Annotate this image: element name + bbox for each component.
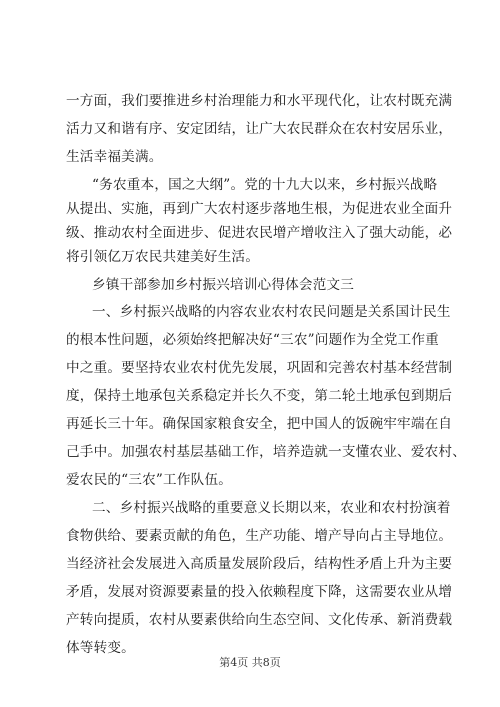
text-line: 二、乡村振兴战略的重要意义长期以来，农业和农村扮演着 [92,500,451,516]
text-line: 体等转变。 [66,640,135,656]
section-heading: 乡镇干部参加乡村振兴培训心得体会范文三 [92,277,355,293]
text-line: 级、推动农村全面进步、促进农民增产增收注入了强大动能，必 [66,225,453,241]
text-line: 再延长三十年。确保国家粮食安全，把中国人的饭碗牢牢端在自 [66,416,453,432]
text-line: 的根本性问题，必须始终把解决好“三农”问题作为全党工作重 [66,332,439,348]
page-number-footer: 第4页 共8页 [219,656,281,669]
text-line: 生活幸福美满。 [66,149,163,165]
text-line: “务农重本，国之大纲”。党的十九大以来，乡村振兴战略 [92,177,438,193]
text-line: 产转向提质，农村从要素供给向生态空间、文化传承、新消费载 [66,612,453,628]
text-line: 中之重。要坚持农业农村优先发展，巩固和完善农村基本经营制 [66,360,453,376]
text-line: 一、乡村振兴战略的内容农业农村农民问题是关系国计民生 [92,304,451,320]
text-line: 将引领亿万农民共建美好生活。 [66,249,260,265]
text-line: 当经济社会发展进入高质量发展阶段后，结构性矛盾上升为主要 [66,556,453,572]
text-line: 己手中。加强农村基层基础工作，培养造就一支懂农业、爱农村、 [66,444,467,460]
text-line: 爱农民的“三农”工作队伍。 [66,472,233,488]
text-line: 度，保持土地承包关系稳定并长久不变，第二轮土地承包到期后 [66,388,453,404]
text-line: 矛盾，发展对资源要素量的投入依赖程度下降，这需要农业从增 [66,584,453,600]
text-line: 一方面，我们要推进乡村治理能力和水平现代化，让农村既充满 [66,93,453,109]
text-line: 从提出、实施，再到广大农村逐步落地生根，为促进农业全面升 [66,201,453,217]
text-line: 食物供给、要素贡献的角色，生产功能、增产导向占主导地位。 [66,528,453,544]
text-line: 活力又和谐有序、安定团结，让广大农民群众在农村安居乐业， [66,121,453,137]
